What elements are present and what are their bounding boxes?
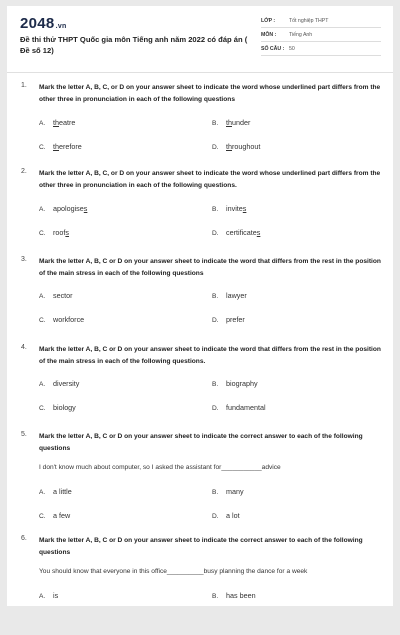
question-sentence: I don't know much about computer, so I asked the assistant for___________advice bbox=[39, 464, 281, 471]
exam-sheet bbox=[7, 6, 393, 606]
question-2 bbox=[7, 168, 393, 268]
header-divider bbox=[7, 72, 393, 73]
option-letter: D. bbox=[212, 317, 219, 324]
option-letter: C. bbox=[39, 513, 46, 520]
option-letter: A. bbox=[39, 381, 46, 388]
option-text: invite bbox=[226, 204, 243, 213]
option-text: prefer bbox=[226, 315, 245, 324]
question-6 bbox=[7, 535, 393, 635]
option-text: erefore bbox=[59, 142, 82, 151]
option-text: biology bbox=[53, 403, 76, 412]
answer-option[interactable] bbox=[212, 291, 247, 300]
underlined-part: s bbox=[83, 204, 88, 213]
option-text: a few bbox=[53, 511, 71, 520]
option-letter: A. bbox=[39, 206, 46, 213]
answer-option[interactable] bbox=[39, 228, 69, 237]
question-5 bbox=[7, 431, 393, 531]
meta-class bbox=[261, 14, 381, 28]
question-number: 5. bbox=[21, 431, 27, 438]
underlined-part: th bbox=[53, 118, 59, 127]
option-letter: C. bbox=[39, 230, 46, 237]
option-text: eatre bbox=[59, 118, 76, 127]
answer-option[interactable] bbox=[212, 379, 258, 388]
option-text: a lot bbox=[226, 511, 240, 520]
underlined-part: s bbox=[256, 228, 261, 237]
option-text: diversity bbox=[53, 379, 80, 388]
answer-option[interactable] bbox=[39, 315, 84, 324]
answer-option[interactable] bbox=[212, 591, 256, 600]
option-letter: A. bbox=[39, 489, 46, 496]
option-letter: B. bbox=[212, 593, 219, 600]
question-number: 1. bbox=[21, 82, 27, 89]
option-text: roof bbox=[53, 228, 66, 237]
answer-option[interactable] bbox=[212, 511, 240, 520]
answer-option[interactable] bbox=[39, 487, 72, 496]
option-letter: C. bbox=[39, 317, 46, 324]
question-number: 3. bbox=[21, 256, 27, 263]
question-number: 2. bbox=[21, 168, 27, 175]
meta-count bbox=[261, 42, 381, 56]
logo-suffix: .vn bbox=[55, 23, 67, 30]
question-text: Mark the letter A, B, C or D on your answer sheet to indicate the word that differs from the rest in the position of the main stress in each of the following questions bbox=[39, 258, 381, 277]
header bbox=[7, 6, 393, 68]
question-number: 4. bbox=[21, 344, 27, 351]
option-text: workforce bbox=[53, 315, 85, 324]
answer-option[interactable] bbox=[39, 511, 70, 520]
option-letter: D. bbox=[212, 513, 219, 520]
option-text: a little bbox=[53, 487, 72, 496]
question-4 bbox=[7, 344, 393, 444]
meta-label: MÔN : bbox=[261, 31, 277, 38]
option-text: many bbox=[226, 487, 244, 496]
answer-option[interactable] bbox=[39, 142, 82, 151]
answer-option[interactable] bbox=[39, 591, 58, 600]
option-letter: B. bbox=[212, 489, 219, 496]
option-text: fundamental bbox=[226, 403, 266, 412]
meta-subject bbox=[261, 28, 381, 42]
option-letter: D. bbox=[212, 405, 219, 412]
underlined-part: th bbox=[226, 142, 232, 151]
answer-option[interactable] bbox=[212, 228, 260, 237]
question-text: Mark the letter A, B, C or D on your answer sheet to indicate the correct answer to each of the following questions bbox=[39, 537, 363, 556]
question-text: Mark the letter A, B, C or D on your answer sheet to indicate the word that differs from the rest in the position of the main stress in each of the following questions. bbox=[39, 346, 381, 365]
answer-option[interactable] bbox=[212, 487, 244, 496]
answer-option[interactable] bbox=[39, 403, 76, 412]
option-letter: B. bbox=[212, 206, 219, 213]
option-letter: B. bbox=[212, 293, 219, 300]
question-sentence: You should know that everyone in this office__________busy planning the dance for a week bbox=[39, 568, 308, 575]
underlined-part: th bbox=[226, 118, 232, 127]
option-letter: A. bbox=[39, 120, 46, 127]
option-letter: D. bbox=[212, 230, 219, 237]
option-text: is bbox=[53, 591, 59, 600]
option-text: apologise bbox=[53, 204, 84, 213]
underlined-part: s bbox=[65, 228, 69, 237]
option-text: certificate bbox=[226, 228, 257, 237]
question-text: Mark the letter A, B, C, or D on your answer sheet to indicate the word whose underlined part differs from the other three in pronunciation in each of the following questions bbox=[39, 84, 381, 103]
question-3 bbox=[7, 256, 393, 356]
option-letter: C. bbox=[39, 405, 46, 412]
option-letter: C. bbox=[39, 144, 46, 151]
meta-label: LỚP : bbox=[261, 17, 276, 24]
underlined-part: th bbox=[53, 142, 59, 151]
meta-value: Tiếng Anh bbox=[289, 31, 313, 38]
answer-option[interactable] bbox=[39, 291, 73, 300]
option-text: lawyer bbox=[226, 291, 247, 300]
option-text: has been bbox=[226, 591, 256, 600]
exam-meta bbox=[261, 14, 381, 56]
meta-label: SỐ CÂU : bbox=[261, 45, 285, 52]
logo-text: 2048 bbox=[20, 15, 55, 32]
option-letter: A. bbox=[39, 593, 46, 600]
answer-option[interactable] bbox=[212, 403, 266, 412]
meta-value: Tốt nghiệp THPT bbox=[289, 17, 329, 24]
question-number: 6. bbox=[21, 535, 27, 542]
underlined-part: s bbox=[242, 204, 247, 213]
option-text: sector bbox=[53, 291, 73, 300]
option-letter: D. bbox=[212, 144, 219, 151]
question-text: Mark the letter A, B, C or D on your answer sheet to indicate the correct answer to each of the following questions bbox=[39, 433, 363, 452]
answer-option[interactable] bbox=[212, 204, 246, 213]
question-text: Mark the letter A, B, C, or D on your answer sheet to indicate the word whose underlined part differs from the other three in pronunciation in each of the following questions. bbox=[39, 170, 381, 189]
option-letter: B. bbox=[212, 120, 219, 127]
option-text: under bbox=[232, 118, 251, 127]
option-letter: A. bbox=[39, 293, 46, 300]
option-text: biography bbox=[226, 379, 258, 388]
answer-option[interactable] bbox=[39, 379, 79, 388]
answer-option[interactable] bbox=[212, 142, 260, 151]
answer-option[interactable] bbox=[212, 315, 245, 324]
site-logo[interactable] bbox=[20, 15, 67, 32]
page-title: Đề thi thử THPT Quốc gia môn Tiếng anh năm 2022 có đáp án ( Đề số 12) bbox=[20, 35, 248, 55]
answer-option[interactable] bbox=[39, 204, 87, 213]
question-1 bbox=[7, 82, 393, 182]
option-letter: B. bbox=[212, 381, 219, 388]
meta-value: 50 bbox=[289, 45, 295, 52]
answer-option[interactable] bbox=[39, 118, 75, 127]
answer-option[interactable] bbox=[212, 118, 250, 127]
option-text: roughout bbox=[232, 142, 261, 151]
